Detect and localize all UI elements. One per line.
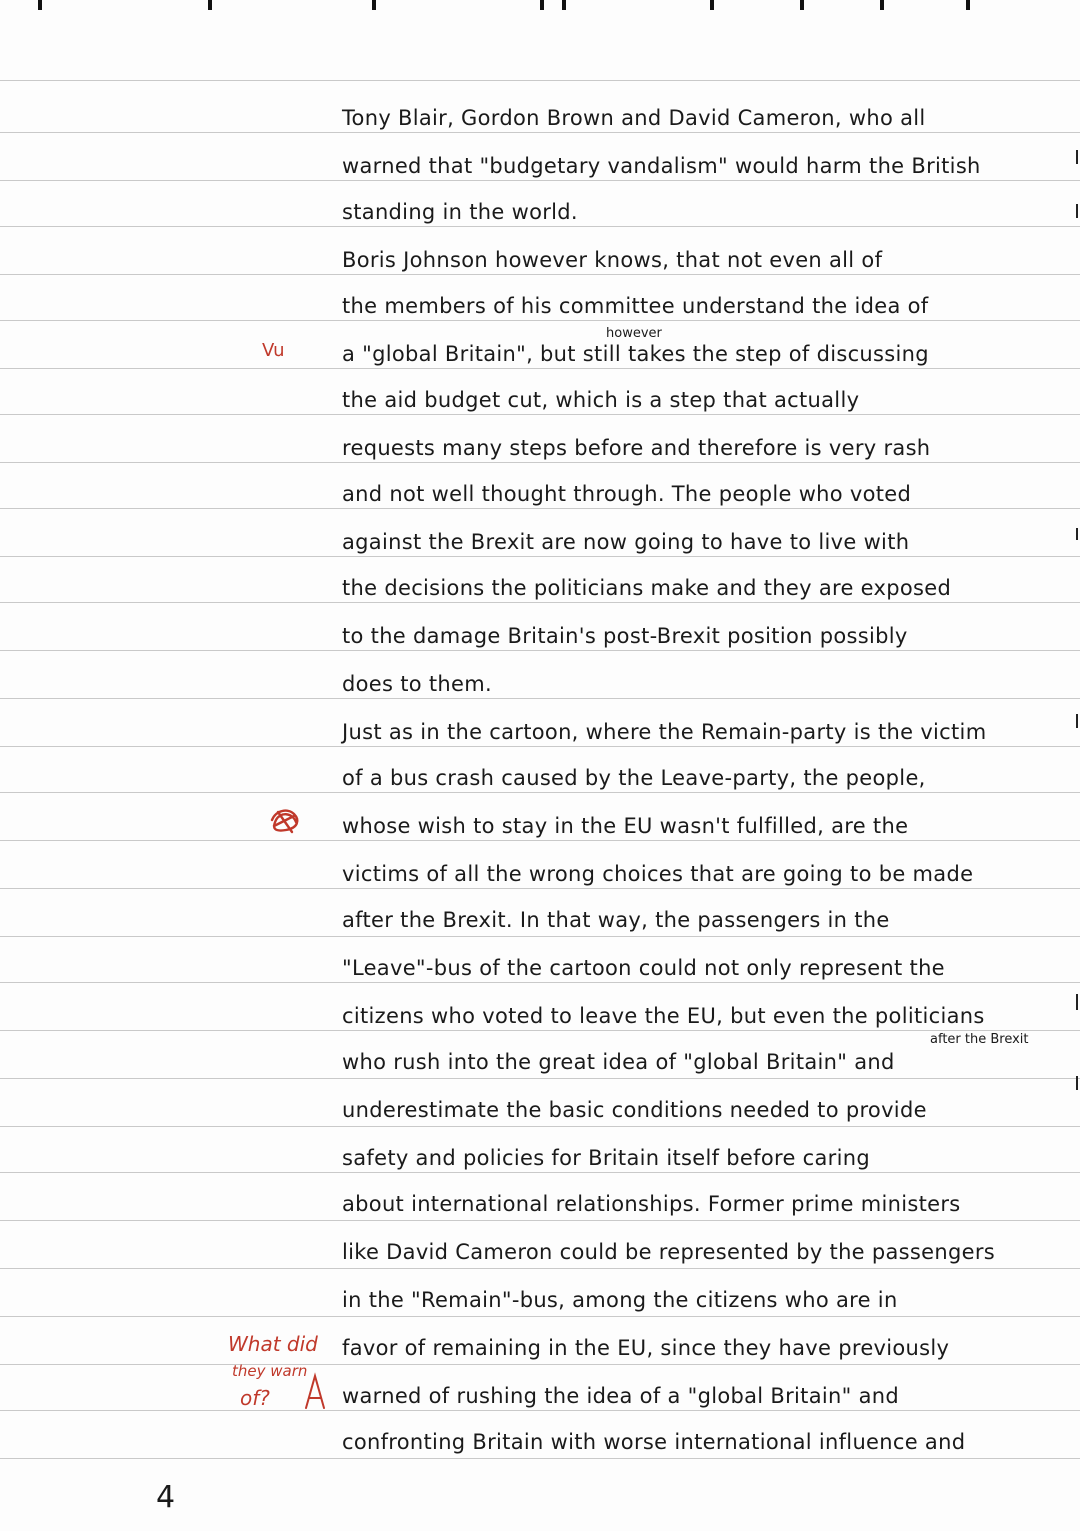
ruled-line (0, 792, 1080, 793)
text-line: like David Cameron could be represented by the passengers (342, 1240, 996, 1264)
margin-tick (1076, 150, 1078, 164)
ruled-line (0, 132, 1080, 133)
ruled-line (0, 226, 1080, 227)
text-line: confronting Britain with worse international influence and (342, 1430, 966, 1454)
ruled-line (0, 274, 1080, 275)
text-line: of a bus crash caused by the Leave-party, the people, (342, 766, 926, 790)
text-line: Tony Blair, Gordon Brown and David Cameron, who all (342, 106, 926, 130)
ruled-line (0, 698, 1080, 699)
ruled-line (0, 462, 1080, 463)
ruled-line (0, 602, 1080, 603)
edge-mark (38, 0, 42, 10)
text-line: whose wish to stay in the EU wasn't fulfilled, are the (342, 814, 909, 838)
text-line: underestimate the basic conditions needed to provide (342, 1098, 927, 1122)
ruled-line (0, 888, 1080, 889)
margin-note-they-warn: they warn (232, 1362, 308, 1380)
ruled-line (0, 1220, 1080, 1221)
red-scribble-mark (268, 806, 302, 836)
ruled-line (0, 1172, 1080, 1173)
text-line: "Leave"-bus of the cartoon could not only represent the (342, 956, 945, 980)
ruled-line (0, 180, 1080, 181)
text-line: standing in the world. (342, 200, 578, 224)
edge-mark (880, 0, 884, 10)
ruled-line (0, 1458, 1080, 1459)
edge-mark (372, 0, 376, 10)
ruled-line (0, 80, 1080, 81)
text-line: favor of remaining in the EU, since they have previously (342, 1336, 950, 1360)
text-line: warned of rushing the idea of a "global Britain" and (342, 1384, 899, 1408)
margin-tick (1076, 1076, 1078, 1090)
ruled-line (0, 936, 1080, 937)
edge-mark (562, 0, 566, 10)
ruled-line (0, 1126, 1080, 1127)
text-line: warned that "budgetary vandalism" would harm the British (342, 154, 981, 178)
insertion-after-the-brexit: after the Brexit (930, 1032, 1029, 1047)
text-line: in the "Remain"-bus, among the citizens who are in (342, 1288, 898, 1312)
margin-tick (1076, 994, 1078, 1010)
ruled-line (0, 746, 1080, 747)
text-line: and not well thought through. The people who voted (342, 482, 912, 506)
edge-mark (710, 0, 714, 10)
text-line: Boris Johnson however knows, that not even all of (342, 248, 883, 272)
text-line: does to them. (342, 672, 492, 696)
edge-mark (540, 0, 544, 10)
ruled-line (0, 1268, 1080, 1269)
text-line: a "global Britain", but still takes the step of discussing (342, 342, 929, 366)
text-line: after the Brexit. In that way, the passengers in the (342, 908, 890, 932)
margin-note-what-did: What did (228, 1332, 318, 1356)
margin-note-vua: Vu (262, 340, 285, 361)
red-arrow-icon (300, 1372, 330, 1412)
margin-tick (1076, 528, 1078, 540)
text-line: against the Brexit are now going to have to live with (342, 530, 910, 554)
text-line: safety and policies for Britain itself before caring (342, 1146, 870, 1170)
text-line: the decisions the politicians make and they are exposed (342, 576, 952, 600)
text-line: who rush into the great idea of "global Britain" and (342, 1050, 895, 1074)
ruled-line (0, 982, 1080, 983)
top-edge-marks (0, 0, 1080, 14)
margin-tick (1076, 204, 1078, 218)
ruled-line (0, 414, 1080, 415)
ruled-line (0, 556, 1080, 557)
page-number: 4 (156, 1480, 176, 1515)
ruled-line (0, 1030, 1080, 1031)
edge-mark (966, 0, 970, 10)
insertion-however: however (606, 326, 662, 341)
text-line: Just as in the cartoon, where the Remain-party is the victim (342, 720, 987, 744)
edge-mark (208, 0, 212, 10)
ruled-line (0, 650, 1080, 651)
ruled-line (0, 1078, 1080, 1079)
ruled-line (0, 840, 1080, 841)
ruled-line (0, 368, 1080, 369)
text-line: the aid budget cut, which is a step that actually (342, 388, 860, 412)
text-line: victims of all the wrong choices that are going to be made (342, 862, 974, 886)
edge-mark (800, 0, 804, 10)
ruled-line (0, 1410, 1080, 1411)
text-line: to the damage Britain's post-Brexit position possibly (342, 624, 908, 648)
margin-tick (1076, 714, 1078, 728)
margin-note-of: of? (240, 1386, 270, 1410)
text-line: about international relationships. Former prime ministers (342, 1192, 961, 1216)
ruled-line (0, 1316, 1080, 1317)
ruled-line (0, 508, 1080, 509)
text-line: requests many steps before and therefore is very rash (342, 436, 931, 460)
text-line: the members of his committee understand the idea of (342, 294, 929, 318)
ruled-line (0, 1364, 1080, 1365)
ruled-line (0, 320, 1080, 321)
text-line: citizens who voted to leave the EU, but even the politicians (342, 1004, 985, 1028)
